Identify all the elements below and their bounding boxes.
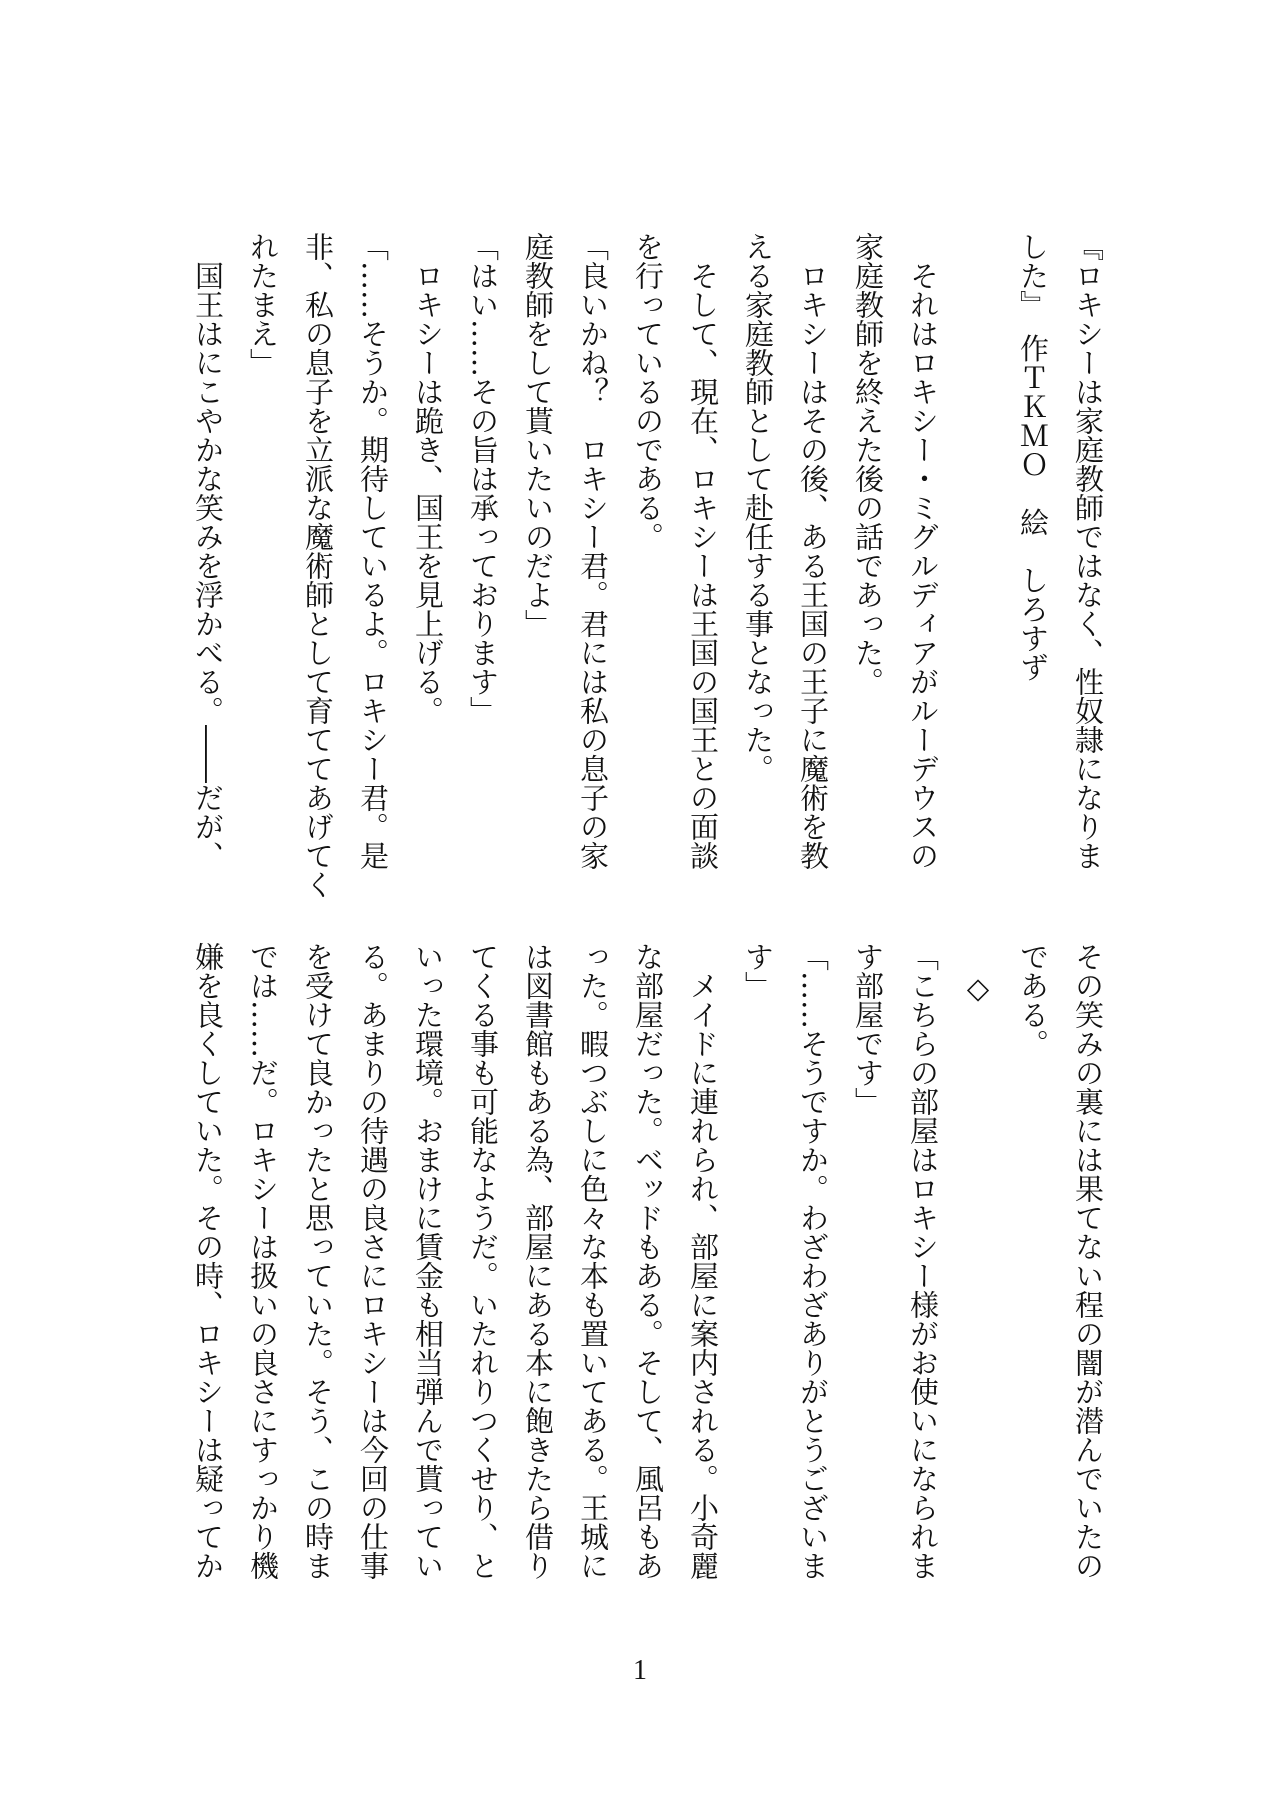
text-line: ◇ bbox=[961, 942, 995, 1005]
text-line: である。 bbox=[1016, 942, 1050, 1058]
text-line: した』 作ＴＫＭＯ 絵 しろすず bbox=[1016, 232, 1050, 682]
text-line: れたまえ」 bbox=[246, 232, 280, 377]
text-line: った。暇つぶしに色々な本も置いてある。王城に bbox=[576, 942, 610, 1580]
page-number: 1 bbox=[633, 1655, 647, 1686]
text-line: は図書館もある為、部屋にある本に飽きたら借り bbox=[521, 942, 555, 1580]
text-line bbox=[950, 232, 1005, 892]
text-line: 嫌を良くしていた。その時、ロキシーは疑ってか bbox=[191, 942, 225, 1580]
text-line: な部屋だった。ベッドもある。そして、風呂もあ bbox=[631, 942, 665, 1580]
text-line: 家庭教師を終えた後の話であった。 bbox=[851, 232, 885, 696]
text-line: メイドに連れられ、部屋に案内される。小奇麗 bbox=[686, 942, 720, 1580]
text-line: てくる事も可能なようだ。いたれりつくせり、と bbox=[466, 942, 500, 1580]
text-line: 「こちらの部屋はロキシー様がお使いになられま bbox=[906, 942, 940, 1580]
text-line: ロキシーはその後、ある王国の王子に魔術を教 bbox=[796, 232, 830, 870]
text-line: える家庭教師として赴任する事となった。 bbox=[741, 232, 775, 783]
text-line: いった環境。おまけに賃金も相当弾んで貰ってい bbox=[411, 942, 445, 1580]
text-line: 庭教師をして貰いたいのだよ」 bbox=[521, 232, 555, 638]
text-line: 「はい……その旨は承っております」 bbox=[466, 232, 500, 725]
text-line: 非、私の息子を立派な魔術師として育ててあげてく bbox=[301, 232, 335, 899]
text-line: を受けて良かったと思っていた。そう、この時ま bbox=[301, 942, 335, 1580]
text-line: 「……そうですか。わざわざありがとうございま bbox=[796, 942, 830, 1580]
text-line: では……だ。ロキシーは扱いの良さにすっかり機 bbox=[246, 942, 280, 1580]
text-line: 「良いかね？ ロキシー君。君には私の息子の家 bbox=[576, 232, 610, 870]
text-line: を行っているのである。 bbox=[631, 232, 665, 551]
text-line: そして、現在、ロキシーは王国の国王との面談 bbox=[686, 232, 720, 870]
text-block-top bbox=[180, 232, 1115, 899]
text-line: 『ロキシーは家庭教師ではなく、性奴隷になりま bbox=[1071, 232, 1105, 870]
text-line: ロキシーは跪き、国王を見上げる。 bbox=[411, 232, 445, 725]
text-line: る。あまりの待遇の良さにロキシーは今回の仕事 bbox=[356, 942, 390, 1580]
text-line: 国王はにこやかな笑みを浮かべる。――だが、 bbox=[191, 232, 225, 870]
text-line: す部屋です」 bbox=[851, 942, 885, 1116]
text-line: 「……そうか。期待しているよ。ロキシー君。是 bbox=[356, 232, 390, 870]
text-line: それはロキシー・ミグルディアがルーデウスの bbox=[906, 232, 940, 870]
text-line: す」 bbox=[741, 942, 775, 1000]
text-line: その笑みの裏には果てない程の闇が潜んでいたの bbox=[1071, 942, 1105, 1580]
text-block-bottom bbox=[180, 942, 1115, 1602]
